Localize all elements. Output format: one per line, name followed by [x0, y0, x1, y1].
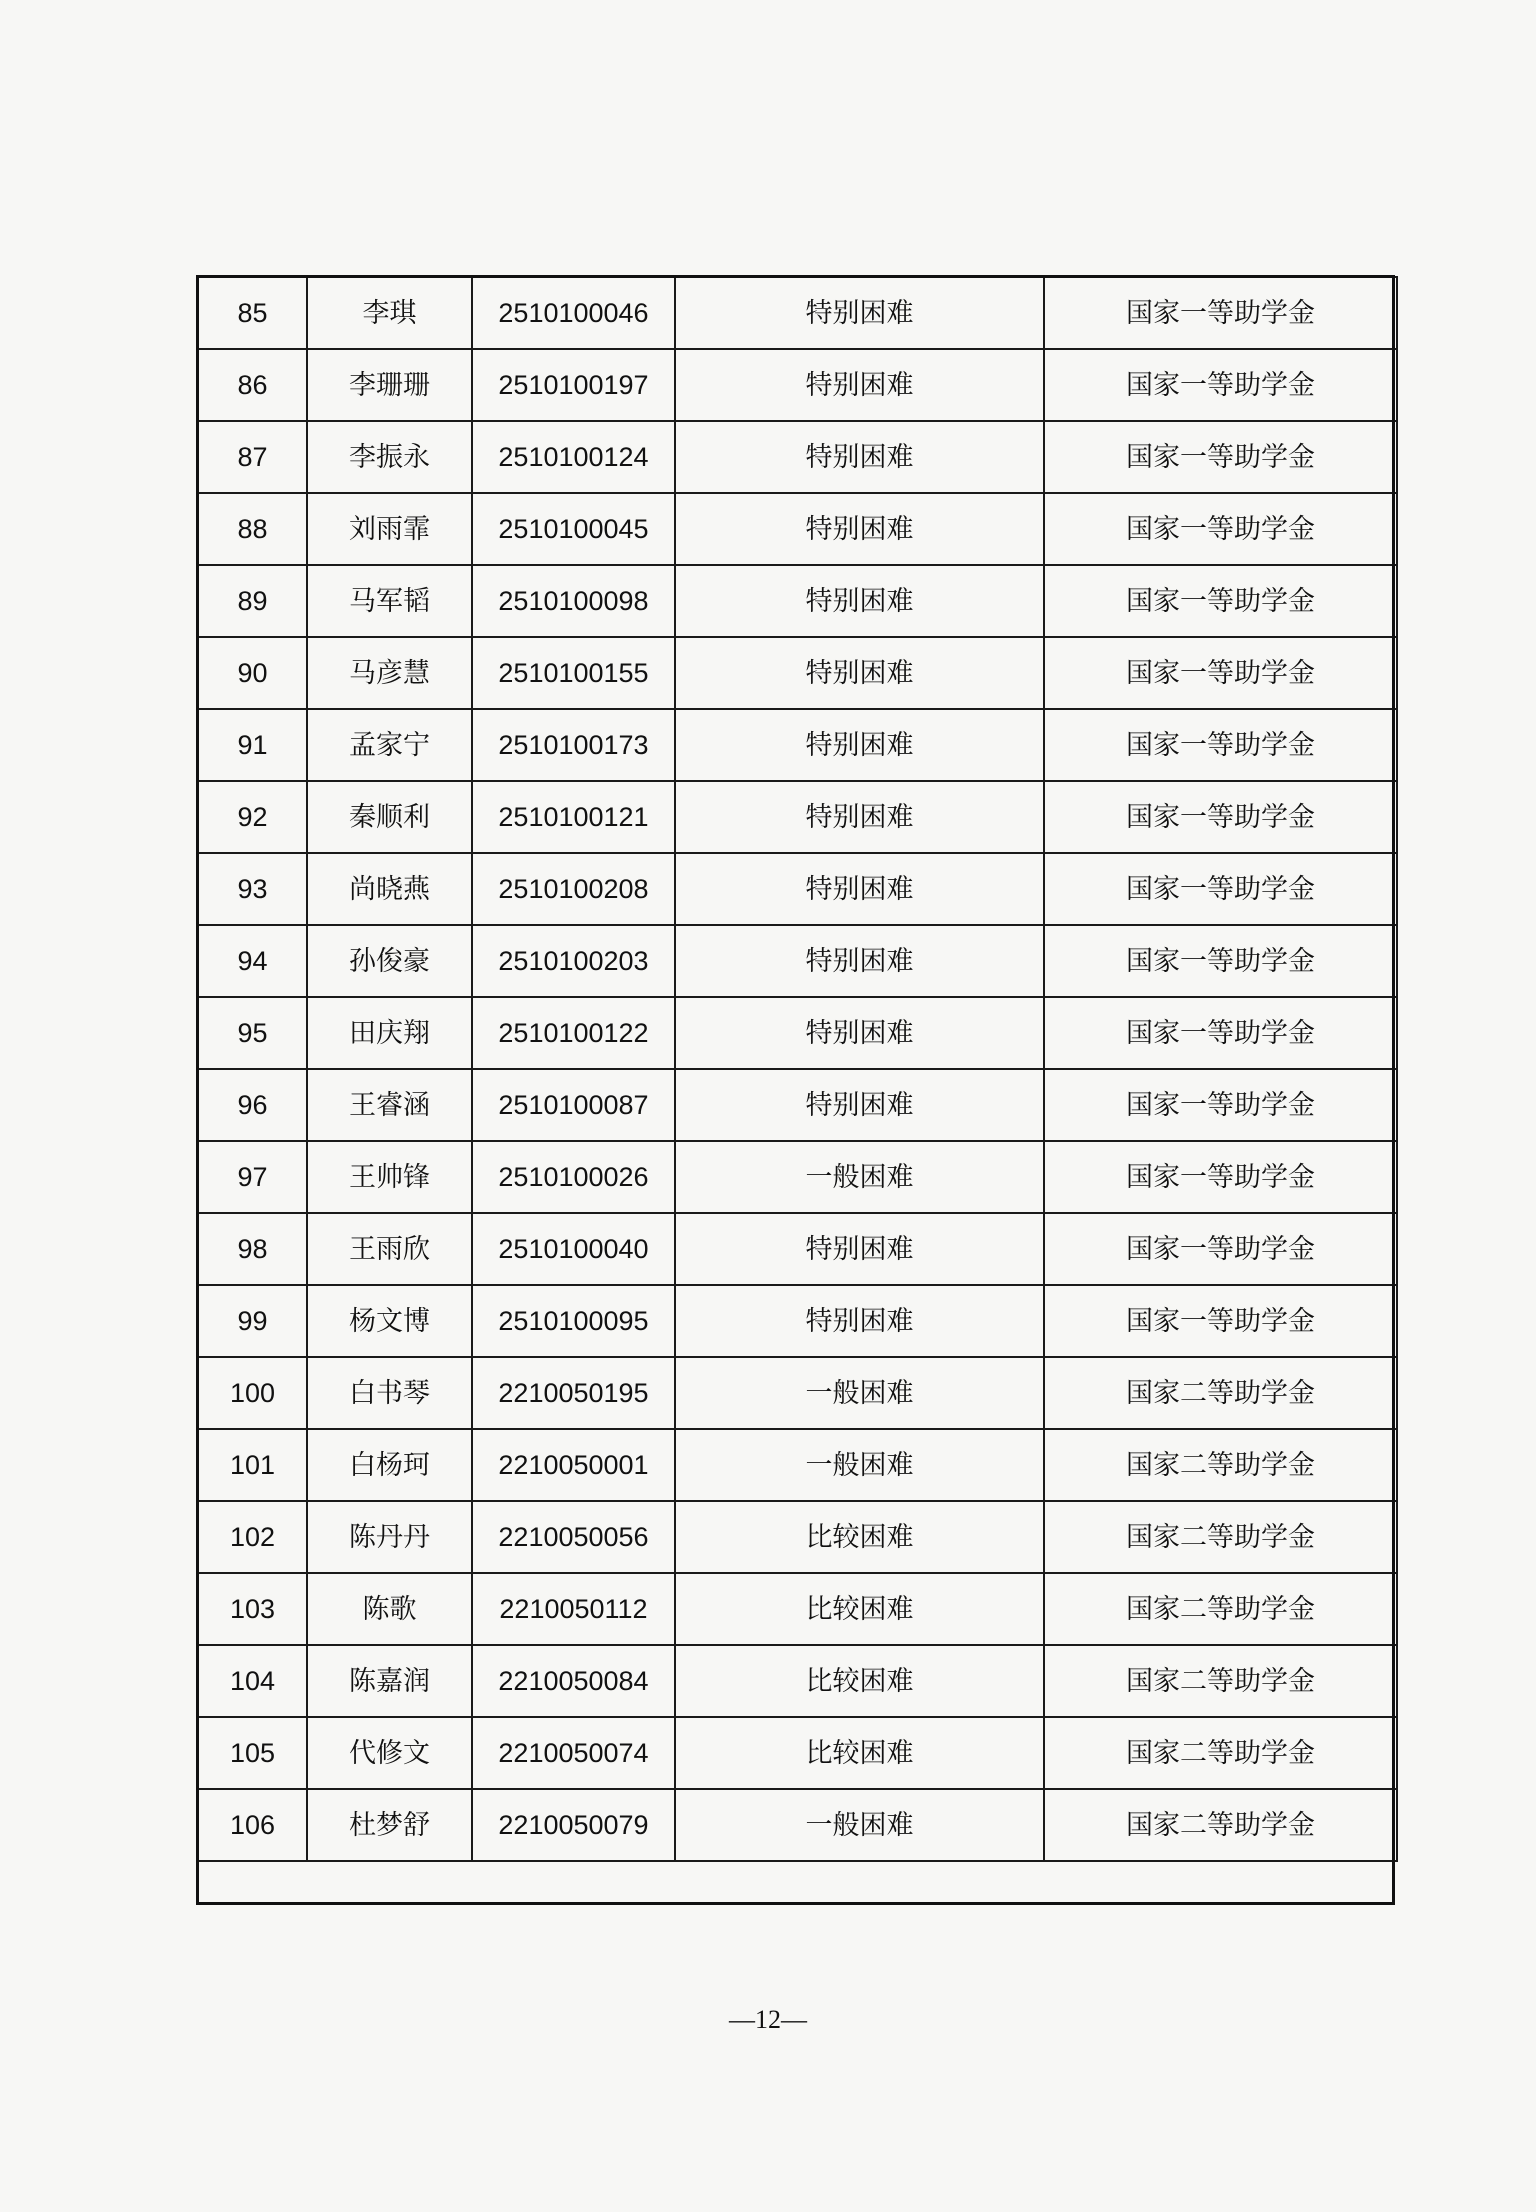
cell-student-id: 2510100124 [472, 421, 675, 493]
cell-student-id: 2510100203 [472, 925, 675, 997]
table-row [198, 1213, 1397, 1285]
cell-difficulty-level: 特别困难 [675, 1285, 1044, 1357]
cell-student-name: 尚晓燕 [307, 853, 472, 925]
cell-student-name: 白书琴 [307, 1357, 472, 1429]
cell-award-type: 国家一等助学金 [1044, 853, 1397, 925]
cell-student-name: 李珊珊 [307, 349, 472, 421]
cell-student-name: 陈丹丹 [307, 1501, 472, 1573]
cell-number: 98 [198, 1213, 307, 1285]
cell-number: 100 [198, 1357, 307, 1429]
cell-student-id: 2210050074 [472, 1717, 675, 1789]
cell-student-name: 王睿涵 [307, 1069, 472, 1141]
cell-number: 96 [198, 1069, 307, 1141]
cell-number: 93 [198, 853, 307, 925]
cell-difficulty-level: 特别困难 [675, 925, 1044, 997]
table-row [198, 1501, 1397, 1573]
cell-award-type: 国家一等助学金 [1044, 1213, 1397, 1285]
table-row [198, 1573, 1397, 1645]
table-row [198, 709, 1397, 781]
cell-award-type: 国家二等助学金 [1044, 1429, 1397, 1501]
table-row [198, 1141, 1397, 1213]
cell-difficulty-level: 特别困难 [675, 277, 1044, 349]
cell-award-type: 国家一等助学金 [1044, 925, 1397, 997]
cell-student-name: 陈嘉润 [307, 1645, 472, 1717]
table-row [198, 1717, 1397, 1789]
cell-difficulty-level: 一般困难 [675, 1429, 1044, 1501]
cell-student-id: 2510100121 [472, 781, 675, 853]
cell-number: 85 [198, 277, 307, 349]
table-row [198, 349, 1397, 421]
cell-award-type: 国家二等助学金 [1044, 1645, 1397, 1717]
cell-student-name: 杜梦舒 [307, 1789, 472, 1861]
table-row [198, 1645, 1397, 1717]
table-row [198, 925, 1397, 997]
recipient-table-body [198, 277, 1397, 1861]
cell-difficulty-level: 特别困难 [675, 853, 1044, 925]
cell-award-type: 国家二等助学金 [1044, 1789, 1397, 1861]
cell-student-name: 代修文 [307, 1717, 472, 1789]
cell-student-name: 刘雨霏 [307, 493, 472, 565]
cell-student-name: 马军韬 [307, 565, 472, 637]
cell-award-type: 国家一等助学金 [1044, 1285, 1397, 1357]
cell-award-type: 国家一等助学金 [1044, 493, 1397, 565]
cell-student-id: 2510100046 [472, 277, 675, 349]
table-row [198, 493, 1397, 565]
page-number: —12— [729, 2005, 807, 2034]
cell-number: 95 [198, 997, 307, 1069]
cell-number: 101 [198, 1429, 307, 1501]
cell-number: 99 [198, 1285, 307, 1357]
cell-difficulty-level: 特别困难 [675, 565, 1044, 637]
cell-student-name: 白杨珂 [307, 1429, 472, 1501]
table-row [198, 277, 1397, 349]
cell-student-name: 王雨欣 [307, 1213, 472, 1285]
cell-difficulty-level: 一般困难 [675, 1141, 1044, 1213]
cell-difficulty-level: 特别困难 [675, 493, 1044, 565]
table-row [198, 997, 1397, 1069]
cell-student-id: 2510100040 [472, 1213, 675, 1285]
cell-number: 92 [198, 781, 307, 853]
cell-difficulty-level: 比较困难 [675, 1501, 1044, 1573]
cell-number: 103 [198, 1573, 307, 1645]
cell-number: 89 [198, 565, 307, 637]
cell-student-id: 2510100087 [472, 1069, 675, 1141]
table-row [198, 421, 1397, 493]
cell-difficulty-level: 特别困难 [675, 1069, 1044, 1141]
cell-student-name: 孟家宁 [307, 709, 472, 781]
cell-award-type: 国家一等助学金 [1044, 277, 1397, 349]
cell-number: 94 [198, 925, 307, 997]
cell-student-id: 2210050079 [472, 1789, 675, 1861]
cell-award-type: 国家一等助学金 [1044, 1069, 1397, 1141]
cell-student-id: 2510100122 [472, 997, 675, 1069]
cell-student-name: 杨文博 [307, 1285, 472, 1357]
table-row [198, 1789, 1397, 1861]
recipient-table [197, 276, 1398, 1862]
cell-difficulty-level: 特别困难 [675, 997, 1044, 1069]
cell-award-type: 国家一等助学金 [1044, 709, 1397, 781]
cell-number: 104 [198, 1645, 307, 1717]
cell-student-id: 2210050056 [472, 1501, 675, 1573]
cell-difficulty-level: 比较困难 [675, 1717, 1044, 1789]
cell-student-id: 2510100098 [472, 565, 675, 637]
cell-student-id: 2210050001 [472, 1429, 675, 1501]
cell-student-name: 陈歌 [307, 1573, 472, 1645]
cell-student-id: 2510100197 [472, 349, 675, 421]
cell-number: 86 [198, 349, 307, 421]
cell-student-id: 2210050084 [472, 1645, 675, 1717]
cell-award-type: 国家一等助学金 [1044, 565, 1397, 637]
cell-student-id: 2510100026 [472, 1141, 675, 1213]
cell-difficulty-level: 一般困难 [675, 1789, 1044, 1861]
cell-award-type: 国家一等助学金 [1044, 637, 1397, 709]
cell-difficulty-level: 特别困难 [675, 421, 1044, 493]
cell-difficulty-level: 特别困难 [675, 1213, 1044, 1285]
cell-student-id: 2510100155 [472, 637, 675, 709]
table-row [198, 637, 1397, 709]
cell-award-type: 国家一等助学金 [1044, 1141, 1397, 1213]
cell-award-type: 国家二等助学金 [1044, 1501, 1397, 1573]
cell-number: 90 [198, 637, 307, 709]
cell-number: 105 [198, 1717, 307, 1789]
cell-student-name: 孙俊豪 [307, 925, 472, 997]
cell-student-name: 李琪 [307, 277, 472, 349]
cell-award-type: 国家一等助学金 [1044, 421, 1397, 493]
cell-award-type: 国家一等助学金 [1044, 781, 1397, 853]
cell-student-id: 2510100208 [472, 853, 675, 925]
cell-difficulty-level: 特别困难 [675, 781, 1044, 853]
cell-difficulty-level: 一般困难 [675, 1357, 1044, 1429]
table-row [198, 1357, 1397, 1429]
cell-number: 102 [198, 1501, 307, 1573]
cell-student-name: 秦顺利 [307, 781, 472, 853]
table-row [198, 1285, 1397, 1357]
cell-student-id: 2510100173 [472, 709, 675, 781]
cell-student-id: 2210050195 [472, 1357, 675, 1429]
cell-student-name: 田庆翔 [307, 997, 472, 1069]
cell-number: 87 [198, 421, 307, 493]
cell-number: 97 [198, 1141, 307, 1213]
cell-award-type: 国家一等助学金 [1044, 349, 1397, 421]
table-row [198, 1429, 1397, 1501]
cell-student-id: 2510100095 [472, 1285, 675, 1357]
cell-difficulty-level: 特别困难 [675, 637, 1044, 709]
cell-difficulty-level: 比较困难 [675, 1573, 1044, 1645]
cell-award-type: 国家二等助学金 [1044, 1717, 1397, 1789]
cell-award-type: 国家一等助学金 [1044, 997, 1397, 1069]
cell-award-type: 国家二等助学金 [1044, 1573, 1397, 1645]
table-row [198, 565, 1397, 637]
cell-difficulty-level: 特别困难 [675, 709, 1044, 781]
cell-student-id: 2210050112 [472, 1573, 675, 1645]
cell-number: 91 [198, 709, 307, 781]
cell-difficulty-level: 比较困难 [675, 1645, 1044, 1717]
cell-number: 88 [198, 493, 307, 565]
table-row [198, 781, 1397, 853]
cell-student-name: 马彦慧 [307, 637, 472, 709]
table-row [198, 853, 1397, 925]
cell-student-id: 2510100045 [472, 493, 675, 565]
cell-award-type: 国家二等助学金 [1044, 1357, 1397, 1429]
cell-number: 106 [198, 1789, 307, 1861]
cell-difficulty-level: 特别困难 [675, 349, 1044, 421]
table-row [198, 1069, 1397, 1141]
cell-student-name: 王帅锋 [307, 1141, 472, 1213]
cell-student-name: 李振永 [307, 421, 472, 493]
